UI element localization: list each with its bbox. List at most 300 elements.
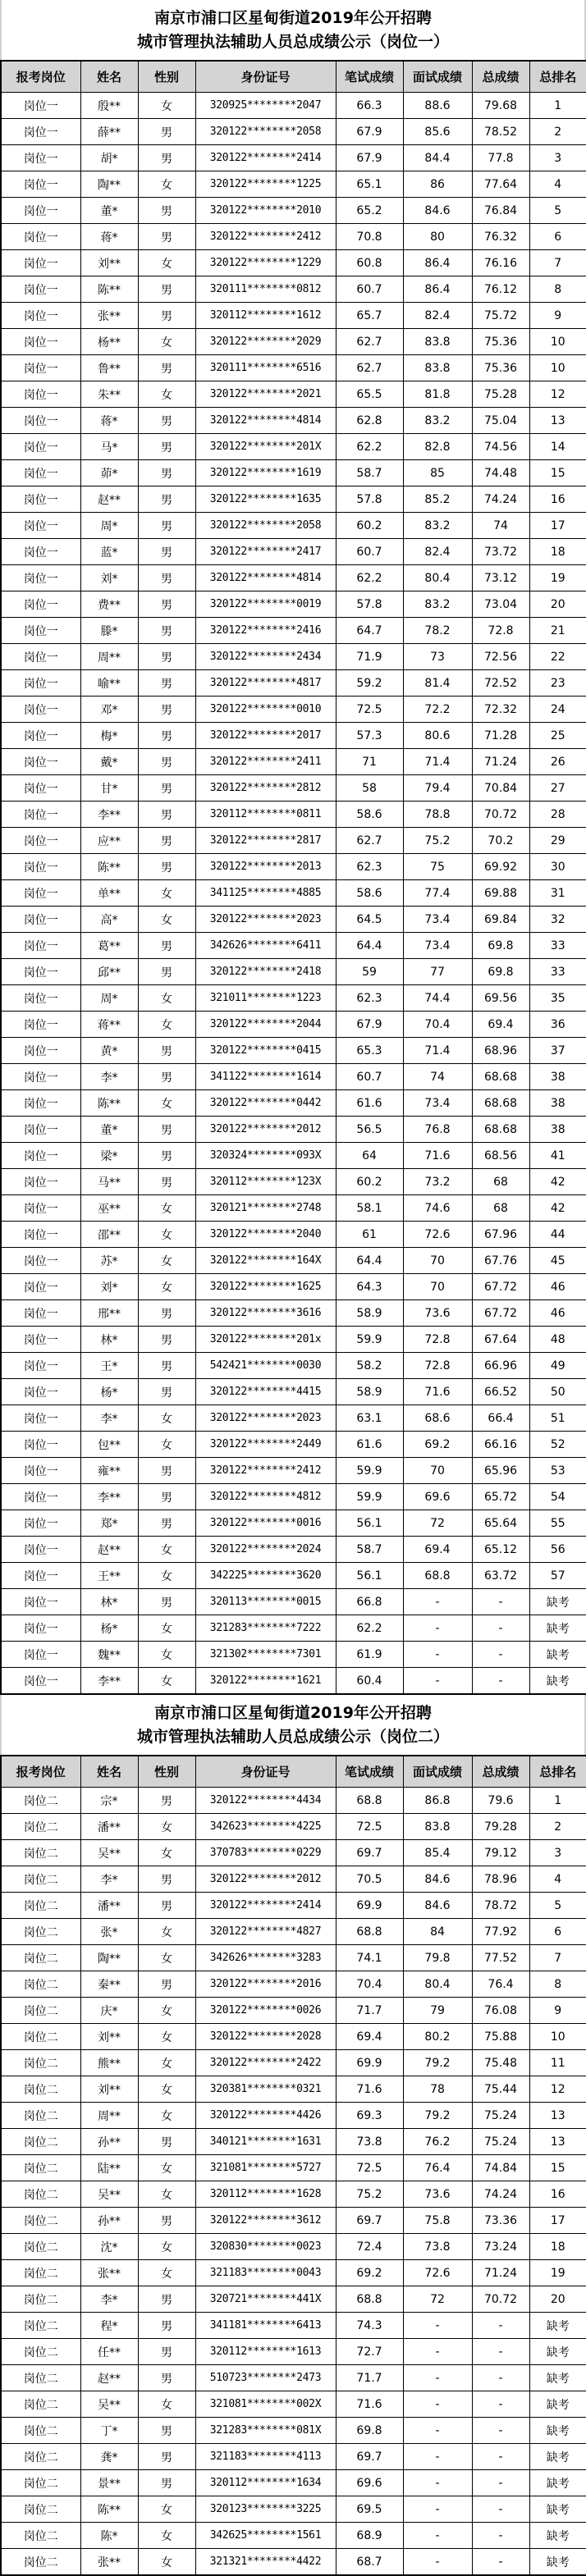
rank-cell: 缺考 — [529, 2444, 586, 2470]
interview-score-cell: 79.2 — [403, 2103, 472, 2129]
written-score-cell: 56.5 — [336, 1117, 403, 1143]
id-number-cell: 320830********0023 — [195, 2234, 336, 2260]
position-cell: 岗位一 — [1, 513, 80, 539]
id-number-cell: 320122********4814 — [195, 565, 336, 591]
rank-cell: 17 — [529, 2208, 586, 2234]
written-score-cell: 68.7 — [336, 2549, 403, 2576]
table-row — [1, 1353, 586, 1379]
name-cell: 胡* — [80, 145, 138, 171]
name-cell: 梅* — [80, 723, 138, 749]
interview-score-cell: 73.8 — [403, 2234, 472, 2260]
name-cell: 邢** — [80, 1300, 138, 1327]
id-number-cell: 320122********201x — [195, 1327, 336, 1353]
total-score-cell: 68.68 — [472, 1117, 529, 1143]
table-row — [1, 828, 586, 854]
rank-cell: 45 — [529, 1248, 586, 1274]
table-row — [1, 2470, 586, 2496]
total-score-cell: 74.24 — [472, 2181, 529, 2208]
table-row — [1, 723, 586, 749]
name-cell: 刘* — [80, 1274, 138, 1300]
id-number-cell: 320122********164X — [195, 1248, 336, 1274]
id-number-cell: 320381********0321 — [195, 2076, 336, 2103]
position-cell: 岗位一 — [1, 250, 80, 276]
gender-cell: 女 — [138, 2391, 195, 2418]
column-header-name: 姓名 — [80, 61, 138, 93]
position-cell: 岗位二 — [1, 2496, 80, 2523]
position-cell: 岗位一 — [1, 171, 80, 198]
written-score-cell: 60.4 — [336, 1668, 403, 1695]
table-row — [1, 2208, 586, 2234]
position-cell: 岗位一 — [1, 1222, 80, 1248]
id-number-cell: 321321********4422 — [195, 2549, 336, 2576]
interview-score-cell: 86.4 — [403, 250, 472, 276]
position-cell: 岗位一 — [1, 434, 80, 460]
gender-cell: 男 — [138, 802, 195, 828]
id-number-cell: 320122********2040 — [195, 1222, 336, 1248]
written-score-cell: 64 — [336, 1143, 403, 1169]
position-cell: 岗位一 — [1, 1589, 80, 1615]
rank-cell: 52 — [529, 1432, 586, 1458]
interview-score-cell: 72.2 — [403, 697, 472, 723]
table-row — [1, 1405, 586, 1432]
total-score-cell: 78.52 — [472, 119, 529, 145]
total-score-cell: 79.12 — [472, 1840, 529, 1866]
written-score-cell: 64.4 — [336, 1248, 403, 1274]
written-score-cell: 70.5 — [336, 1866, 403, 1893]
written-score-cell: 75.2 — [336, 2181, 403, 2208]
total-score-cell: - — [472, 2313, 529, 2339]
interview-score-cell: 72 — [403, 1510, 472, 1537]
gender-cell: 男 — [138, 1038, 195, 1064]
rank-cell: 48 — [529, 1327, 586, 1353]
total-score-cell: 69.92 — [472, 854, 529, 880]
table-row — [1, 1327, 586, 1353]
written-score-cell: 62.2 — [336, 1615, 403, 1642]
position-cell: 岗位二 — [1, 1919, 80, 1945]
id-number-cell: 320122********2012 — [195, 1117, 336, 1143]
position-cell: 岗位一 — [1, 1615, 80, 1642]
written-score-cell: 65.3 — [336, 1038, 403, 1064]
interview-score-cell: 70.4 — [403, 1012, 472, 1038]
rank-cell: 54 — [529, 1484, 586, 1510]
table-row — [1, 539, 586, 565]
name-cell: 滕* — [80, 618, 138, 644]
interview-score-cell: 86.8 — [403, 1788, 472, 1814]
name-cell: 雍** — [80, 1458, 138, 1484]
table-row — [1, 1195, 586, 1222]
name-cell: 郑* — [80, 1510, 138, 1537]
position-cell: 岗位一 — [1, 355, 80, 381]
rank-cell: 缺考 — [529, 2365, 586, 2391]
gender-cell: 男 — [138, 854, 195, 880]
total-score-cell: 73.24 — [472, 2234, 529, 2260]
interview-score-cell: 73.4 — [403, 907, 472, 933]
table-row — [1, 2339, 586, 2365]
interview-score-cell: 85.6 — [403, 119, 472, 145]
table-row — [1, 2523, 586, 2549]
total-score-cell: 71.28 — [472, 723, 529, 749]
header-row — [1, 61, 586, 93]
written-score-cell: 65.2 — [336, 198, 403, 224]
total-score-cell: 77.8 — [472, 145, 529, 171]
table-row — [1, 697, 586, 723]
rank-cell: 13 — [529, 2129, 586, 2155]
name-cell: 任** — [80, 2339, 138, 2365]
gender-cell: 女 — [138, 2496, 195, 2523]
table-row — [1, 2391, 586, 2418]
results-table — [0, 60, 586, 1695]
name-cell: 李* — [80, 1064, 138, 1090]
gender-cell: 男 — [138, 1866, 195, 1893]
total-score-cell: 69.84 — [472, 907, 529, 933]
written-score-cell: 65.7 — [336, 303, 403, 329]
position-cell: 岗位一 — [1, 828, 80, 854]
gender-cell: 女 — [138, 171, 195, 198]
rank-cell: 缺考 — [529, 1589, 586, 1615]
name-cell: 潘** — [80, 1893, 138, 1919]
position-cell: 岗位一 — [1, 1195, 80, 1222]
table-row — [1, 93, 586, 119]
name-cell: 林* — [80, 1327, 138, 1353]
rank-cell: 46 — [529, 1300, 586, 1327]
gender-cell: 男 — [138, 2208, 195, 2234]
interview-score-cell: 70 — [403, 1458, 472, 1484]
id-number-cell: 320123********3225 — [195, 2496, 336, 2523]
position-cell: 岗位二 — [1, 2286, 80, 2313]
written-score-cell: 69.2 — [336, 2260, 403, 2286]
name-cell: 赵** — [80, 486, 138, 513]
id-number-cell: 320122********4827 — [195, 1919, 336, 1945]
total-score-cell: 72.52 — [472, 670, 529, 697]
table-row — [1, 644, 586, 670]
id-number-cell: 321302********7301 — [195, 1642, 336, 1668]
total-score-cell: 77.64 — [472, 171, 529, 198]
id-number-cell: 370783********0229 — [195, 1840, 336, 1866]
total-score-cell: 69.4 — [472, 1012, 529, 1038]
id-number-cell: 320122********2058 — [195, 513, 336, 539]
name-cell: 孙** — [80, 2208, 138, 2234]
rank-cell: 49 — [529, 1353, 586, 1379]
id-number-cell: 320721********441X — [195, 2286, 336, 2313]
written-score-cell: 62.3 — [336, 985, 403, 1012]
position-cell: 岗位二 — [1, 1998, 80, 2024]
name-cell: 李* — [80, 1405, 138, 1432]
rank-cell: 56 — [529, 1537, 586, 1563]
written-score-cell: 62.2 — [336, 565, 403, 591]
interview-score-cell: 80.6 — [403, 723, 472, 749]
gender-cell: 男 — [138, 1169, 195, 1195]
rank-cell: 缺考 — [529, 1642, 586, 1668]
position-cell: 岗位一 — [1, 1327, 80, 1353]
table-row — [1, 1143, 586, 1169]
column-header-rank: 总排名 — [529, 1756, 586, 1788]
interview-score-cell: 69.2 — [403, 1432, 472, 1458]
id-number-cell: 320122********2434 — [195, 644, 336, 670]
total-score-cell: 76.16 — [472, 250, 529, 276]
name-cell: 喻** — [80, 670, 138, 697]
rank-cell: 9 — [529, 303, 586, 329]
name-cell: 殷** — [80, 93, 138, 119]
name-cell: 邱** — [80, 959, 138, 985]
name-cell: 孙** — [80, 2129, 138, 2155]
position-cell: 岗位一 — [1, 1169, 80, 1195]
rank-cell: 38 — [529, 1090, 586, 1117]
gender-cell: 女 — [138, 1615, 195, 1642]
rank-cell: 13 — [529, 2103, 586, 2129]
id-number-cell: 320122********2449 — [195, 1432, 336, 1458]
name-cell: 张** — [80, 303, 138, 329]
written-score-cell: 64.4 — [336, 933, 403, 959]
id-number-cell: 342623********4225 — [195, 1814, 336, 1840]
id-number-cell: 320122********2412 — [195, 1458, 336, 1484]
written-score-cell: 71 — [336, 749, 403, 775]
rank-cell: 缺考 — [529, 2470, 586, 2496]
interview-score-cell: 75 — [403, 854, 472, 880]
interview-score-cell: 78 — [403, 2076, 472, 2103]
column-header-id-number: 身份证号 — [195, 1756, 336, 1788]
gender-cell: 男 — [138, 1117, 195, 1143]
gender-cell: 男 — [138, 828, 195, 854]
id-number-cell: 320122********0019 — [195, 591, 336, 618]
table-row — [1, 2181, 586, 2208]
total-score-cell: 76.84 — [472, 198, 529, 224]
total-score-cell: 75.44 — [472, 2076, 529, 2103]
rank-cell: 10 — [529, 329, 586, 355]
name-cell: 周* — [80, 513, 138, 539]
rank-cell: 缺考 — [529, 2549, 586, 2576]
written-score-cell: 59.9 — [336, 1458, 403, 1484]
column-header-rank: 总排名 — [529, 61, 586, 93]
total-score-cell: 66.16 — [472, 1432, 529, 1458]
position-cell: 岗位二 — [1, 2313, 80, 2339]
name-cell: 潘** — [80, 1814, 138, 1840]
total-score-cell: 73.36 — [472, 2208, 529, 2234]
written-score-cell: 61.9 — [336, 1642, 403, 1668]
table-row — [1, 1615, 586, 1642]
total-score-cell: - — [472, 2444, 529, 2470]
id-number-cell: 342225********3620 — [195, 1563, 336, 1589]
rank-cell: 51 — [529, 1405, 586, 1432]
position-cell: 岗位二 — [1, 2418, 80, 2444]
table-row — [1, 1117, 586, 1143]
name-cell: 赵** — [80, 1537, 138, 1563]
name-cell: 蒋* — [80, 408, 138, 434]
position-cell: 岗位一 — [1, 303, 80, 329]
gender-cell: 男 — [138, 565, 195, 591]
name-cell: 董* — [80, 198, 138, 224]
table-row — [1, 959, 586, 985]
rank-cell: 6 — [529, 1919, 586, 1945]
total-score-cell: - — [472, 1589, 529, 1615]
gender-cell: 女 — [138, 2549, 195, 2576]
rank-cell: 44 — [529, 1222, 586, 1248]
rank-cell: 25 — [529, 723, 586, 749]
table-row — [1, 408, 586, 434]
id-number-cell: 321011********1223 — [195, 985, 336, 1012]
written-score-cell: 64.5 — [336, 907, 403, 933]
gender-cell: 男 — [138, 1143, 195, 1169]
interview-score-cell: 83.8 — [403, 1814, 472, 1840]
total-score-cell: - — [472, 2418, 529, 2444]
written-score-cell: 59.9 — [336, 1484, 403, 1510]
column-header-position: 报考岗位 — [1, 1756, 80, 1788]
rank-cell: 6 — [529, 224, 586, 250]
total-score-cell: 73.04 — [472, 591, 529, 618]
table-row — [1, 2365, 586, 2391]
interview-score-cell: 79.8 — [403, 1945, 472, 1971]
id-number-cell: 320122********4415 — [195, 1379, 336, 1405]
total-score-cell: 72.8 — [472, 618, 529, 644]
table-row — [1, 381, 586, 408]
gender-cell: 男 — [138, 2286, 195, 2313]
interview-score-cell: 84.4 — [403, 145, 472, 171]
total-score-cell: 75.36 — [472, 355, 529, 381]
table-row — [1, 1432, 586, 1458]
interview-score-cell: 73.4 — [403, 933, 472, 959]
written-score-cell: 60.2 — [336, 513, 403, 539]
total-score-cell: 74.24 — [472, 486, 529, 513]
id-number-cell: 320122********1619 — [195, 460, 336, 486]
written-score-cell: 72.5 — [336, 697, 403, 723]
total-score-cell: 68.56 — [472, 1143, 529, 1169]
gender-cell: 女 — [138, 2050, 195, 2076]
table-row — [1, 2444, 586, 2470]
written-score-cell: 67.9 — [336, 1012, 403, 1038]
rank-cell: 19 — [529, 2260, 586, 2286]
id-number-cell: 342625********1561 — [195, 2523, 336, 2549]
id-number-cell: 341125********4885 — [195, 880, 336, 907]
written-score-cell: 71.7 — [336, 2365, 403, 2391]
interview-score-cell: - — [403, 2391, 472, 2418]
rank-cell: 缺考 — [529, 1615, 586, 1642]
column-header-id-number: 身份证号 — [195, 61, 336, 93]
id-number-cell: 321283********081X — [195, 2418, 336, 2444]
gender-cell: 男 — [138, 1379, 195, 1405]
title-line-1: 南京市浦口区星甸街道2019年公开招聘 — [154, 1703, 432, 1722]
table-row — [1, 1458, 586, 1484]
id-number-cell: 320122********2021 — [195, 381, 336, 408]
gender-cell: 男 — [138, 119, 195, 145]
name-cell: 景** — [80, 2470, 138, 2496]
gender-cell: 女 — [138, 2523, 195, 2549]
table-row — [1, 1945, 586, 1971]
gender-cell: 女 — [138, 880, 195, 907]
total-score-cell: 75.24 — [472, 2129, 529, 2155]
table-row — [1, 145, 586, 171]
position-cell: 岗位一 — [1, 618, 80, 644]
name-cell: 陶** — [80, 171, 138, 198]
written-score-cell: 74.3 — [336, 2313, 403, 2339]
interview-score-cell: 83.8 — [403, 355, 472, 381]
rank-cell: 53 — [529, 1458, 586, 1484]
id-number-cell: 320122********4817 — [195, 670, 336, 697]
gender-cell: 女 — [138, 1945, 195, 1971]
total-score-cell: 69.88 — [472, 880, 529, 907]
gender-cell: 女 — [138, 2155, 195, 2181]
name-cell: 魏** — [80, 1642, 138, 1668]
total-score-cell: 73.72 — [472, 539, 529, 565]
gender-cell: 男 — [138, 775, 195, 802]
total-score-cell: 77.52 — [472, 1945, 529, 1971]
total-score-cell: 75.36 — [472, 329, 529, 355]
interview-score-cell: - — [403, 2313, 472, 2339]
position-cell: 岗位一 — [1, 539, 80, 565]
written-score-cell: 60.8 — [336, 250, 403, 276]
table-row — [1, 2496, 586, 2523]
column-header-written-score: 笔试成绩 — [336, 61, 403, 93]
interview-score-cell: 73.6 — [403, 2181, 472, 2208]
written-score-cell: 60.7 — [336, 1064, 403, 1090]
id-number-cell: 320122********2058 — [195, 119, 336, 145]
interview-score-cell: 68.8 — [403, 1563, 472, 1589]
table-row — [1, 1090, 586, 1117]
interview-score-cell: 83.8 — [403, 329, 472, 355]
written-score-cell: 72.4 — [336, 2234, 403, 2260]
position-cell: 岗位二 — [1, 2076, 80, 2103]
rank-cell: 20 — [529, 591, 586, 618]
rank-cell: 缺考 — [529, 2418, 586, 2444]
name-cell: 马** — [80, 1169, 138, 1195]
interview-score-cell: - — [403, 1589, 472, 1615]
total-score-cell: - — [472, 2496, 529, 2523]
rank-cell: 缺考 — [529, 1668, 586, 1695]
position-cell: 岗位二 — [1, 2523, 80, 2549]
interview-score-cell: 71.4 — [403, 749, 472, 775]
table-row — [1, 119, 586, 145]
table-row — [1, 802, 586, 828]
name-cell: 包** — [80, 1432, 138, 1458]
rank-cell: 12 — [529, 381, 586, 408]
gender-cell: 男 — [138, 1788, 195, 1814]
interview-score-cell: 73.4 — [403, 1090, 472, 1117]
gender-cell: 男 — [138, 749, 195, 775]
id-number-cell: 321183********0043 — [195, 2260, 336, 2286]
gender-cell: 男 — [138, 2365, 195, 2391]
table-row — [1, 1379, 586, 1405]
total-score-cell: 66.4 — [472, 1405, 529, 1432]
name-cell: 丁* — [80, 2418, 138, 2444]
id-number-cell: 320122********2416 — [195, 618, 336, 644]
title-line-2: 城市管理执法辅助人员总成绩公示（岗位二） — [136, 1727, 449, 1746]
written-score-cell: 68.8 — [336, 2286, 403, 2313]
table-row — [1, 591, 586, 618]
position-cell: 岗位二 — [1, 2260, 80, 2286]
rank-cell: 38 — [529, 1117, 586, 1143]
interview-score-cell: 80.4 — [403, 1971, 472, 1998]
gender-cell: 男 — [138, 1353, 195, 1379]
id-number-cell: 320122********3612 — [195, 2208, 336, 2234]
id-number-cell: 320122********2412 — [195, 224, 336, 250]
written-score-cell: 58.6 — [336, 880, 403, 907]
total-score-cell: 68.96 — [472, 1038, 529, 1064]
position-cell: 岗位二 — [1, 1788, 80, 1814]
table-row — [1, 1222, 586, 1248]
rank-cell: 5 — [529, 1893, 586, 1919]
table-row — [1, 2234, 586, 2260]
gender-cell: 男 — [138, 2339, 195, 2365]
total-score-cell: 67.72 — [472, 1300, 529, 1327]
interview-score-cell: 75.8 — [403, 2208, 472, 2234]
written-score-cell: 70.8 — [336, 224, 403, 250]
rank-cell: 28 — [529, 802, 586, 828]
gender-cell: 女 — [138, 381, 195, 408]
table-row — [1, 2129, 586, 2155]
id-number-cell: 320122********2012 — [195, 1866, 336, 1893]
rank-cell: 14 — [529, 434, 586, 460]
position-cell: 岗位一 — [1, 381, 80, 408]
written-score-cell: 59.2 — [336, 670, 403, 697]
written-score-cell: 56.1 — [336, 1510, 403, 1537]
